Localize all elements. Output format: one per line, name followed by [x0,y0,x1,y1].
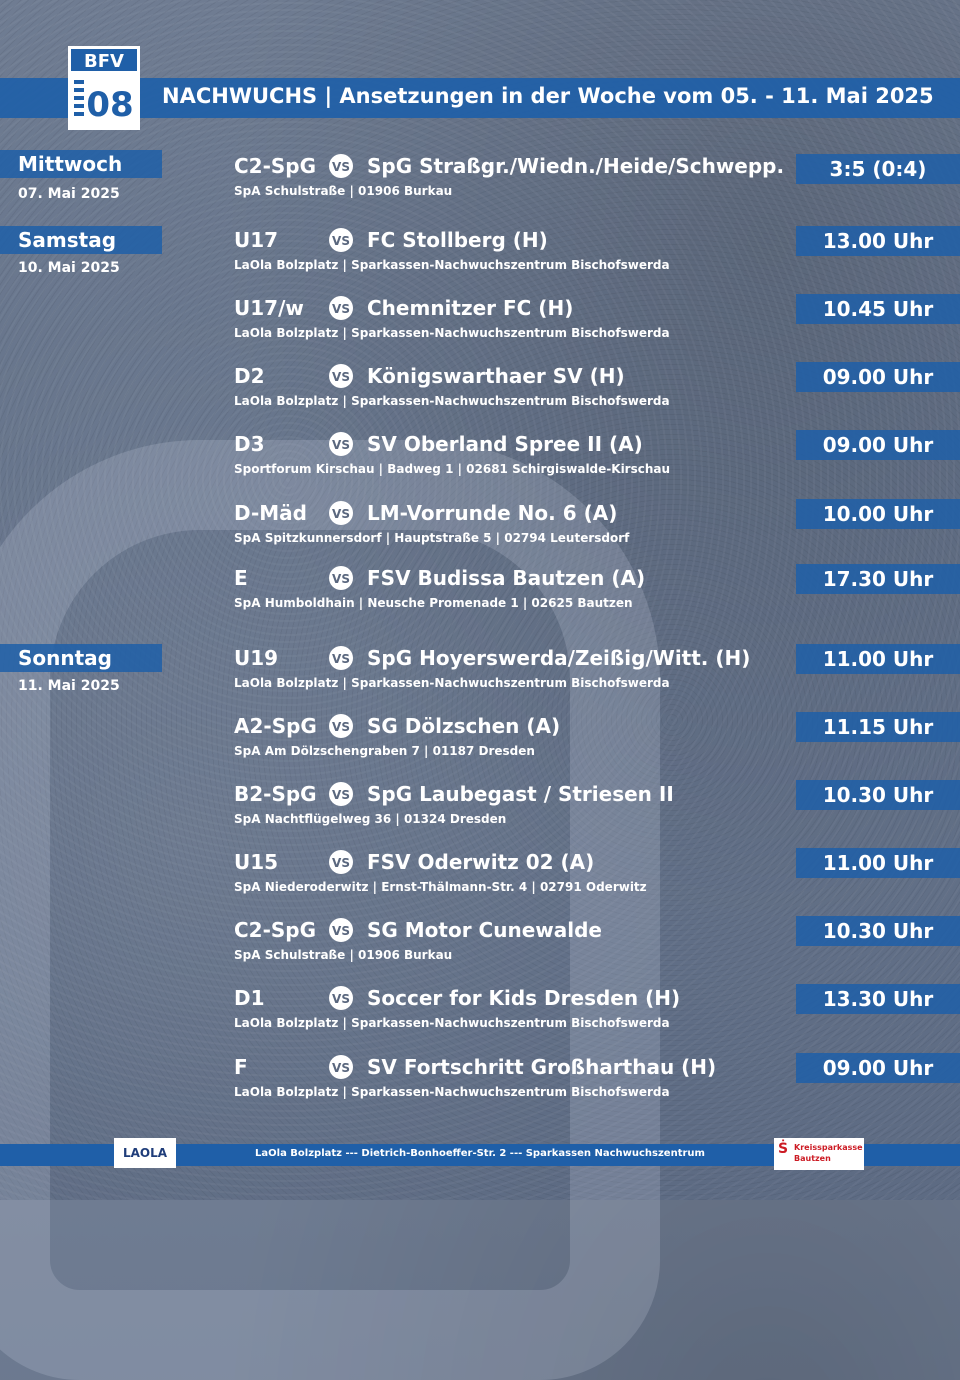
versus-icon [326,848,356,876]
versus-icon [326,499,356,527]
match-time: 13.30 Uhr [796,984,960,1014]
match-team: A2-SpG [234,714,317,738]
match-venue: SpA Am Dölzschengraben 7 | 01187 Dresden [234,744,535,758]
match-opponent: SV Oberland Spree II (A) [367,432,643,456]
match-opponent: SG Motor Cunewalde [367,918,602,942]
match-venue: LaOla Bolzplatz | Sparkassen-Nachwuchszentrum Bischofswerda [234,394,670,408]
svg-text:VS: VS [332,652,350,666]
match-result: 3:5 (0:4) [796,154,960,184]
match-venue: SpA Niederoderwitz | Ernst-Thälmann-Str. 4 | 02791 Oderwitz [234,880,647,894]
versus-icon [326,226,356,254]
match-opponent: Königswarthaer SV (H) [367,364,625,388]
day-date-samstag: 10. Mai 2025 [18,260,120,276]
match-team: D3 [234,432,265,456]
day-date-sonntag: 11. Mai 2025 [18,678,120,694]
match-team: C2-SpG [234,918,317,942]
match-venue: LaOla Bolzplatz | Sparkassen-Nachwuchszentrum Bischofswerda [234,326,670,340]
match-row [0,1053,960,1117]
day-label-mittwoch: Mittwoch [0,150,162,178]
match-row [0,712,960,776]
match-opponent: SG Dölzschen (A) [367,714,561,738]
svg-text:VS: VS [332,370,350,384]
match-venue: Sportforum Kirschau | Badweg 1 | 02681 Schirgiswalde-Kirschau [234,462,671,476]
match-venue: LaOla Bolzplatz | Sparkassen-Nachwuchszentrum Bischofswerda [234,1016,670,1030]
versus-icon [326,712,356,740]
match-time: 17.30 Uhr [796,564,960,594]
svg-text:VS: VS [332,160,350,174]
match-time: 11.00 Uhr [796,644,960,674]
versus-icon [326,644,356,672]
match-venue: LaOla Bolzplatz | Sparkassen-Nachwuchszentrum Bischofswerda [234,676,670,690]
sparkasse-line2: Bautzen [794,1154,831,1163]
svg-text:VS: VS [332,788,350,802]
match-opponent: Soccer for Kids Dresden (H) [367,986,681,1010]
match-venue: SpA Nachtflügelweg 36 | 01324 Dresden [234,812,507,826]
match-time: 10.30 Uhr [796,780,960,810]
match-team: D1 [234,986,265,1010]
match-opponent: Chemnitzer FC (H) [367,296,574,320]
day-label-samstag: Samstag [0,226,162,254]
versus-icon [326,780,356,808]
match-time: 09.00 Uhr [796,362,960,392]
match-time: 13.00 Uhr [796,226,960,256]
match-time: 09.00 Uhr [796,430,960,460]
svg-text:VS: VS [332,507,350,521]
svg-text:VS: VS [332,720,350,734]
match-opponent: SV Fortschritt Großharthau (H) [367,1055,717,1079]
svg-text:VS: VS [332,572,350,586]
match-row [0,362,960,426]
laola-logo: LAOLA [114,1138,176,1168]
versus-icon [326,564,356,592]
match-row [0,564,960,628]
match-time: 11.00 Uhr [796,848,960,878]
match-time: 10.00 Uhr [796,499,960,529]
match-row [0,294,960,358]
match-row [0,644,960,708]
svg-text:VS: VS [332,234,350,248]
match-opponent: SpG Straßgr./Wiedn./Heide/Schwepp. [367,154,785,178]
day-date-mittwoch: 07. Mai 2025 [18,186,120,202]
versus-icon [326,1053,356,1081]
match-team: D2 [234,364,265,388]
match-team: D-Mäd [234,501,307,525]
match-opponent: SpG Hoyerswerda/Zeißig/Witt. (H) [367,646,751,670]
versus-icon [326,916,356,944]
svg-text:VS: VS [332,992,350,1006]
match-row [0,152,960,216]
match-time: 10.30 Uhr [796,916,960,946]
day-label-sonntag: Sonntag [0,644,162,672]
match-time: 11.15 Uhr [796,712,960,742]
match-venue: SpA Spitzkunnersdorf | Hauptstraße 5 | 02794 Leutersdorf [234,531,630,545]
match-row [0,848,960,912]
match-team: U17 [234,228,279,252]
match-venue: SpA Schulstraße | 01906 Burkau [234,184,453,198]
versus-icon [326,430,356,458]
match-team: U19 [234,646,279,670]
match-venue: LaOla Bolzplatz | Sparkassen-Nachwuchszentrum Bischofswerda [234,258,670,272]
svg-text:VS: VS [332,1061,350,1075]
page-title: NACHWUCHS | Ansetzungen in der Woche vom 05. - 11. Mai 2025 [162,84,934,108]
match-row [0,984,960,1048]
sparkasse-icon: Ṡ [778,1141,789,1157]
versus-icon [326,984,356,1012]
versus-icon [326,362,356,390]
match-row [0,226,960,290]
match-time: 10.45 Uhr [796,294,960,324]
match-time: 09.00 Uhr [796,1053,960,1083]
match-venue: LaOla Bolzplatz | Sparkassen-Nachwuchszentrum Bischofswerda [234,1085,670,1099]
match-team: B2-SpG [234,782,317,806]
match-venue: SpA Humboldhain | Neusche Promenade 1 | 02625 Bautzen [234,596,633,610]
match-team: U17/w [234,296,304,320]
bfv-logo [68,46,140,130]
match-row [0,916,960,980]
match-opponent: SpG Laubegast / Striesen II [367,782,674,806]
svg-text:VS: VS [332,856,350,870]
versus-icon [326,294,356,322]
match-opponent: LM-Vorrunde No. 6 (A) [367,501,618,525]
match-row [0,430,960,494]
match-opponent: FSV Budissa Bautzen (A) [367,566,646,590]
svg-text:VS: VS [332,302,350,316]
sparkasse-logo [774,1138,864,1170]
logo-top-text: BFV [84,51,124,72]
match-team: C2-SpG [234,154,317,178]
svg-text:VS: VS [332,438,350,452]
match-venue: SpA Schulstraße | 01906 Burkau [234,948,453,962]
sparkasse-line1: Kreissparkasse [794,1143,863,1152]
logo-bottom-text: 08 [86,85,134,125]
svg-text:VS: VS [332,924,350,938]
match-opponent: FC Stollberg (H) [367,228,548,252]
match-team: U15 [234,850,279,874]
match-team: F [234,1055,248,1079]
match-opponent: FSV Oderwitz 02 (A) [367,850,595,874]
match-row [0,499,960,563]
footer-text: LaOla Bolzplatz --- Dietrich-Bonhoeffer-Str. 2 --- Sparkassen Nachwuchszentrum [255,1148,705,1159]
match-row [0,780,960,844]
match-team: E [234,566,248,590]
versus-icon [326,152,356,180]
